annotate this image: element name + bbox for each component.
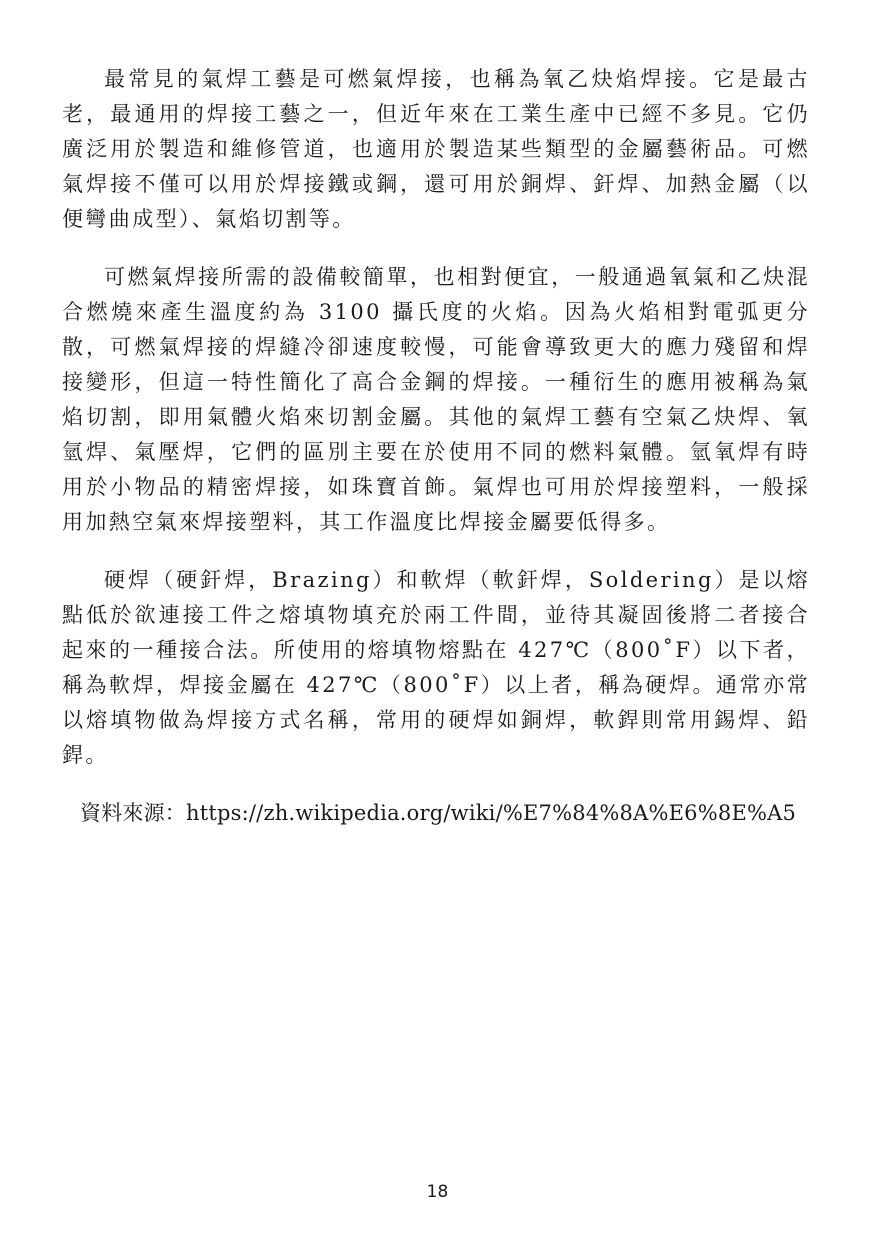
paragraph-oxyfuel-welding: 最常見的氣焊工藝是可燃氣焊接，也稱為氧乙炔焰焊接。它是最古老，最通用的焊接工藝之一，但近年來在工業生產中已經不多見。它仍廣泛用於製造和維修管道，也適用於製造某些類型的金屬藝術品。可燃氣焊接不僅可以用於焊接鐵或鋼，還可用於銅焊、釬焊、加熱金屬（以便彎曲成型）、氣焰切割等。 <box>62 67 810 231</box>
paragraph-gas-welding-equipment: 可燃氣焊接所需的設備較簡單，也相對便宜，一般通過氧氣和乙炔混合燃燒來產生溫度約為 3100 攝氏度的火焰。因為火焰相對電弧更分散，可燃氣焊接的焊縫冷卻速度較慢，可能會導致更大的應力殘留和焊接變形，但這一特性簡化了高合金鋼的焊接。一種衍生的應用被稱為氣焰切割，即用氣體火焰來切割金屬。其他的氣焊工藝有空氣乙炔焊、氧氫焊、氣壓焊，它們的區別主要在於使用不同的燃料氣體。氫氧焊有時用於小物品的精密焊接，如珠寶首飾。氣焊也可用於焊接塑料，一般採用加熱空氣來焊接塑料，其工作溫度比焊接金屬要低得多。 <box>62 265 810 534</box>
page-number: 18 <box>426 1182 449 1202</box>
source-citation: 資料來源：https://zh.wikipedia.org/wiki/%E7%84%8A%E6%8E%A5 <box>80 801 797 825</box>
document-body <box>62 62 810 831</box>
paragraph-brazing-soldering: 硬焊（硬釬焊，Brazing）和軟焊（軟釬焊，Soldering）是以熔點低於欲連接工件之熔填物填充於兩工件間，並待其凝固後將二者接合起來的一種接合法。所使用的熔填物熔點在 427℃（800˚F）以下者，稱為軟焊，焊接金屬在 427℃（800˚F）以上者，稱為硬焊。通常亦常以熔填物做為焊接方式名稱，常用的硬焊如銅焊，軟銲則常用錫焊、鉛銲。 <box>62 568 810 767</box>
